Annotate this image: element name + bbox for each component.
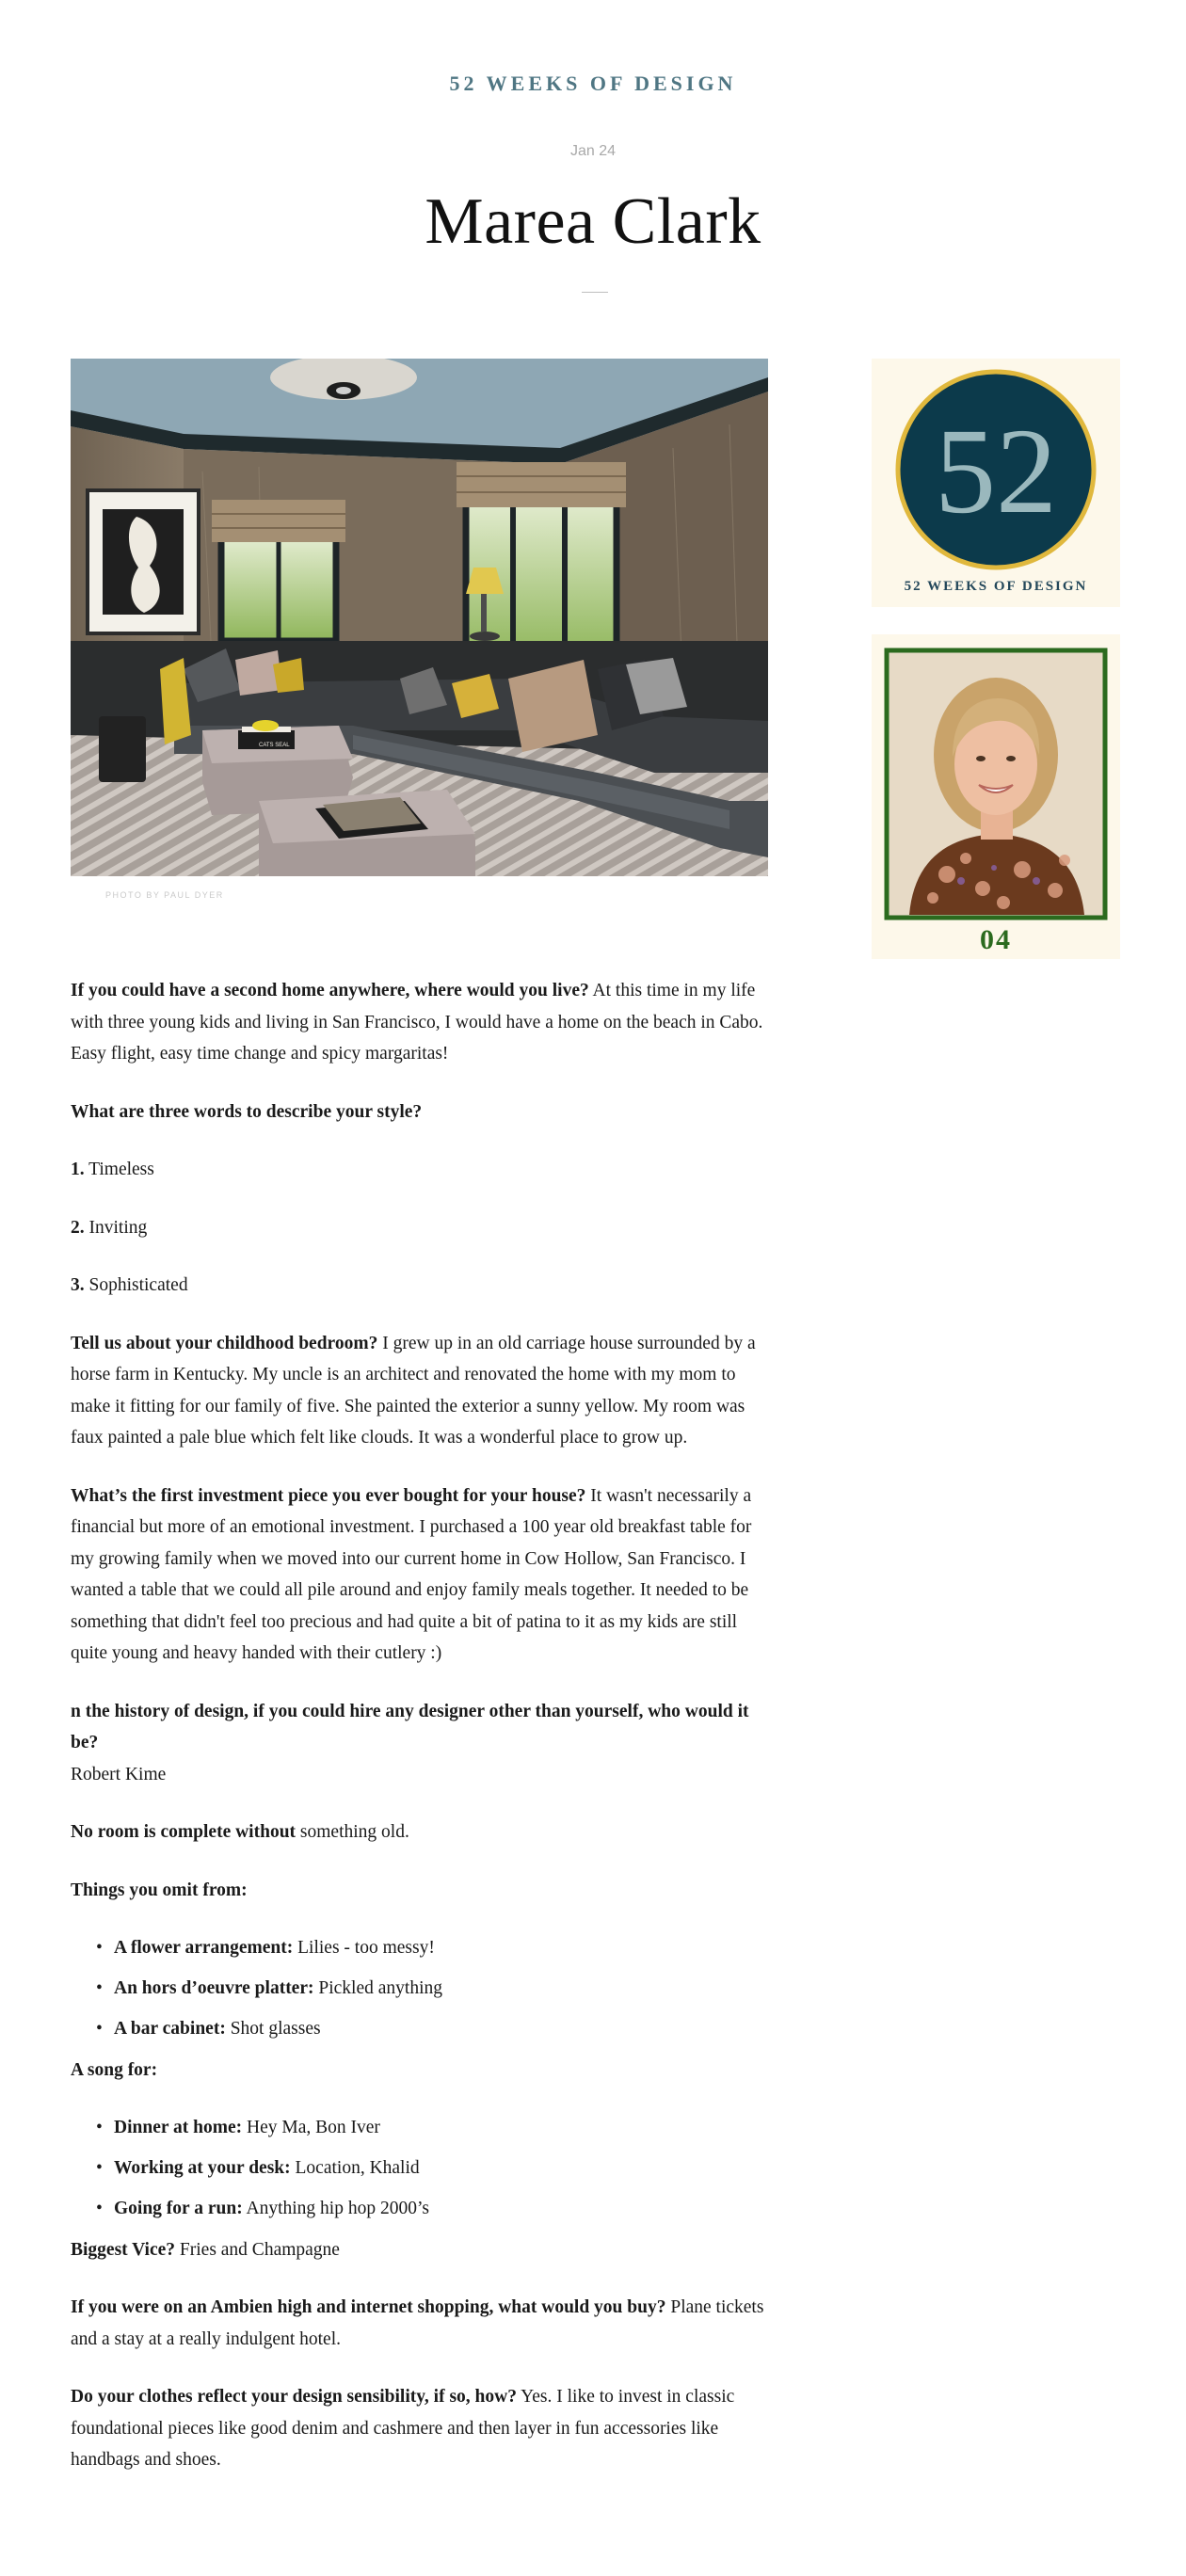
badge-number: 52 [935,404,1057,539]
omit-list [71,1932,772,2045]
question: Things you omit from: [71,1880,248,1900]
list-item-label: An hors d’oeuvre platter: [114,1978,314,1998]
qa-song-for [71,2055,772,2087]
qa-hire-designer [71,1696,772,1791]
qa-second-home [71,975,772,1070]
portrait-number: 04 [980,924,1012,955]
question: What are three words to describe your style? [71,1101,423,1122]
question: Biggest Vice? [71,2239,176,2260]
word-text: Timeless [84,1160,154,1179]
portrait-graphic [872,634,1120,959]
song-list [71,2112,772,2225]
portrait-card[interactable] [872,634,1120,959]
list-item-value: Hey Ma, Bon Iver [242,2118,380,2137]
list-item-label: Dinner at home: [114,2118,243,2137]
question: If you were on an Ambien high and internet shopping, what would you buy? [71,2297,666,2317]
living-room-illustration [71,359,768,876]
qa-three-words [71,1096,772,1128]
photo-credit: PHOTO BY PAUL DYER [105,890,224,900]
list-item [114,2112,772,2144]
answer: Plane tickets and a stay at a really indulgent hotel. [71,2297,764,2349]
list-item-value: Pickled anything [313,1978,442,1998]
question: Tell us about your childhood bedroom? [71,1333,378,1353]
post-date: Jan 24 [569,143,617,159]
site-brand-link[interactable]: 52 WEEKS OF DESIGN [449,72,737,95]
list-item [114,2152,772,2184]
qa-first-investment [71,1480,772,1670]
coffee-table-book-label: CATS SEAL [259,743,290,748]
qa-clothes-design [71,2381,772,2476]
52-weeks-badge[interactable] [872,359,1120,607]
list-item-label: A bar cabinet: [114,2019,226,2039]
answer: It wasn't necessarily a financial but more of an emotional investment. I purchased a 100 year old breakfast table for my growing family when we moved into our current home in Cow Hollow, San Francisco. I wanted a table that we could all pile around and enjoy family meals together. It needed to be something that didn't feel too precious and had quite a bit of patina to it as my kids are still quite young and heavy handed with their cutlery :) [71,1485,752,1663]
qa-childhood-bedroom [71,1328,772,1454]
qa-things-omit [71,1875,772,1907]
answer: At this time in my life with three young kids and living in San Francisco, I would have a home on the beach in Cabo. Easy flight, easy time change and spicy margaritas! [71,981,763,1064]
question: A song for: [71,2059,158,2080]
word-text: Inviting [84,1217,148,1238]
question: No room is complete without [71,1822,296,1842]
list-item-value: Location, Khalid [290,2158,420,2178]
word-item [71,1154,772,1186]
list-item-label: Going for a run: [114,2199,243,2218]
qa-room-complete [71,1816,772,1848]
answer: Yes. I like to invest in classic foundational pieces like good denim and cashmere and then layer in fun accessories like handbags and shoes. [71,2387,735,2470]
question: What’s the first investment piece you ever bought for your house? [71,1485,586,1506]
list-item-value: Shot glasses [225,2019,321,2039]
word-item [71,1270,772,1302]
list-item [114,2013,772,2045]
answer: something old. [296,1822,409,1842]
word-number: 2. [71,1217,85,1238]
badge-caption: 52 WEEKS OF DESIGN [904,579,1088,594]
word-item [71,1212,772,1244]
52-badge-graphic [872,359,1120,607]
word-number: 3. [71,1275,85,1295]
list-item [114,1973,772,2005]
answer: Robert Kime [71,1764,167,1784]
list-item-label: Working at your desk: [114,2158,291,2178]
answer: Fries and Champagne [175,2239,340,2260]
list-item-value: Anything hip hop 2000’s [242,2199,429,2218]
title-divider [582,292,608,293]
list-item-label: A flower arrangement: [114,1938,294,1958]
list-item [114,2193,772,2225]
list-item [114,1932,772,1964]
article-body [71,975,772,2503]
page-title: Marea Clark [425,185,761,258]
question: If you could have a second home anywhere, where would you live? [71,981,589,1000]
word-text: Sophisticated [84,1275,188,1295]
question: n the history of design, if you could hire any designer other than yourself, who would it be? [71,1701,749,1752]
hero-photo[interactable] [71,359,768,876]
qa-biggest-vice [71,2234,772,2266]
question: Do your clothes reflect your design sensibility, if so, how? [71,2387,517,2407]
answer: I grew up in an old carriage house surrounded by a horse farm in Kentucky. My uncle is an architect and renovated the home with my mom to make it fitting for our family of five. She painted the exterior a sunny yellow. My room was faux painted a pale blue which felt like clouds. It was a wonderful place to grow up. [71,1333,756,1448]
word-number: 1. [71,1160,85,1179]
list-item-value: Lilies - too messy! [293,1938,435,1958]
qa-ambien-shopping [71,2292,772,2355]
